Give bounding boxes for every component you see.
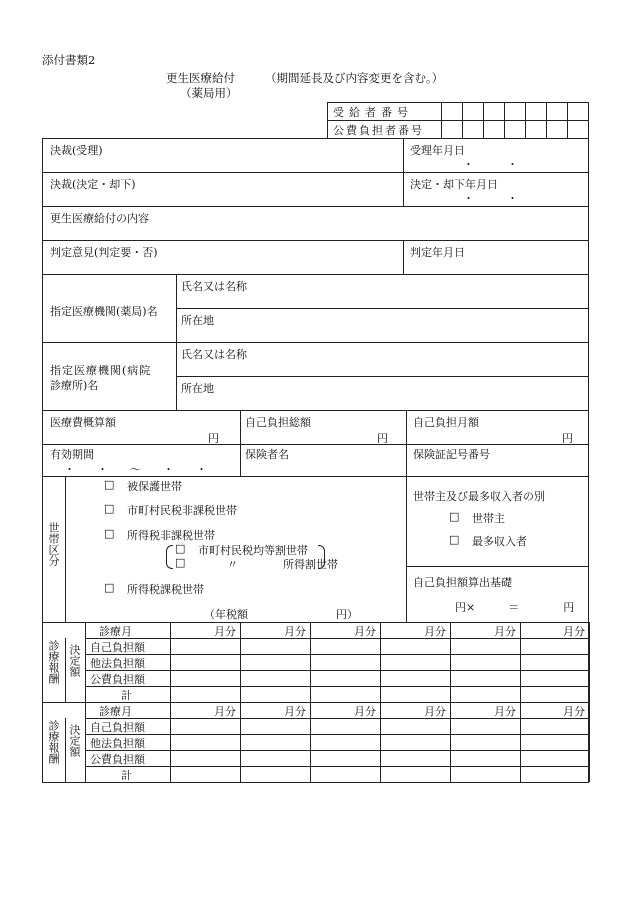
self-monthly-label: 自己負担月額 — [413, 416, 479, 429]
opinion-date-label: 判定年月日 — [410, 246, 465, 259]
billing-month-cell: 月分 — [494, 625, 516, 638]
billing-month-cell: 月分 — [563, 625, 585, 638]
income-taxed-label: 所得税課税世帯 — [127, 583, 204, 596]
form-subtitle: （薬局用） — [180, 86, 238, 100]
billing-line — [65, 638, 66, 702]
billing-row-label: 公費負担額 — [90, 673, 145, 686]
billing-row-label: 他法負担額 — [90, 657, 145, 670]
final-date-dots: ・ ・ — [463, 192, 518, 205]
form-title: 更生医療給付 — [166, 71, 235, 85]
pharmacy-address-label: 所在地 — [181, 314, 214, 327]
cost-estimate-label: 医療費概算額 — [50, 416, 116, 429]
billing-line — [85, 654, 589, 655]
billing-line — [170, 702, 171, 782]
sub2-label: 所得割世帯 — [283, 558, 338, 571]
final-date-label: 決定・却下年月日 — [410, 178, 498, 191]
form-title-note: （期間延長及び内容変更を含む。） — [265, 71, 444, 85]
billing-row-label: 自己負担額 — [90, 641, 145, 654]
cost-estimate-yen: 円 — [208, 432, 219, 445]
hospital-label-line2: 診療所)名 — [50, 379, 99, 392]
billing-row-label: 自己負担額 — [90, 721, 145, 734]
checkbox-income-taxed[interactable]: □ — [104, 581, 115, 594]
billing-line — [85, 670, 589, 671]
receipt-date-label: 受理年月日 — [410, 144, 465, 157]
billing-month-cell: 月分 — [284, 625, 306, 638]
basis-formula: 円× ＝ 円 — [455, 601, 575, 614]
billing-line — [450, 622, 451, 702]
billing-line — [85, 734, 589, 735]
pharmacy-label: 指定医療機関(薬局)名 — [50, 305, 158, 318]
billing-month-cell: 月分 — [563, 705, 585, 718]
billing-decided-label-1: 決定額 — [68, 644, 81, 677]
decision-receipt-label: 決裁(受理) — [50, 144, 103, 157]
head-of-household-label: 世帯主及び最多収入者の別 — [413, 490, 545, 503]
billing-month-cell: 月分 — [354, 705, 376, 718]
recipient-number-label: 受給者番号 — [333, 106, 413, 119]
content-label: 更生医療給付の内容 — [50, 212, 149, 225]
validity-period-dots: ・ ・ 〜 ・ ・ — [64, 463, 207, 476]
checkbox-sub2[interactable]: □ — [175, 556, 186, 569]
billing-month-cell: 月分 — [214, 705, 236, 718]
hospital-address-label: 所在地 — [181, 382, 214, 395]
billing-month-cell: 月分 — [284, 705, 306, 718]
validity-period-label: 有効期間 — [50, 448, 94, 461]
receipt-date-dots: ・ ・ — [463, 158, 518, 171]
billing-line — [520, 702, 521, 782]
billing-line — [450, 702, 451, 782]
checkbox-max-income[interactable]: □ — [449, 533, 460, 546]
max-income-label: 最多収入者 — [472, 535, 527, 548]
insurance-card-label: 保険証記号番号 — [413, 448, 490, 461]
annual-tax-label: （年税額 円） — [204, 608, 358, 621]
billing-month-cell: 月分 — [424, 625, 446, 638]
billing-month-cell: 月分 — [354, 625, 376, 638]
income-exempt-label: 所得税非課税世帯 — [127, 529, 215, 542]
attachment-label: 添付書類2 — [42, 53, 96, 67]
billing-line — [380, 622, 381, 702]
checkbox-welfare[interactable]: □ — [104, 478, 115, 491]
billing-line — [380, 702, 381, 782]
self-total-label: 自己負担総額 — [245, 416, 311, 429]
welfare-household-label: 被保護世帯 — [127, 480, 182, 493]
billing-line — [85, 766, 589, 767]
checkbox-sub1[interactable]: □ — [175, 542, 186, 555]
billing-decided-label-2: 決定額 — [68, 724, 81, 757]
billing-row-label: 他法負担額 — [90, 737, 145, 750]
billing-line — [310, 702, 311, 782]
billing-month-cell: 月分 — [424, 705, 446, 718]
pharmacy-name-label: 氏名又は名称 — [181, 280, 247, 293]
billing-line — [42, 702, 43, 782]
billing-line — [85, 702, 86, 782]
self-monthly-yen: 円 — [562, 432, 573, 445]
self-total-yen: 円 — [377, 432, 388, 445]
sub1-label: 市町村民税均等割世帯 — [198, 544, 308, 557]
checkbox-income-exempt[interactable]: □ — [104, 527, 115, 540]
billing-month-cell: 月分 — [214, 625, 236, 638]
opinion-label: 判定意見(判定要・否) — [50, 246, 158, 259]
basis-label: 自己負担額算出基礎 — [413, 576, 512, 589]
household-label: 世帯区分 — [47, 522, 60, 566]
billing-row-label: 計 — [121, 689, 132, 702]
sub2-ditto-mark: 〃 — [227, 558, 238, 571]
checkbox-head[interactable]: □ — [449, 510, 460, 523]
billing-line — [589, 702, 590, 782]
payer-number-label: 公費負担者番号 — [333, 124, 424, 137]
insurer-label: 保険者名 — [245, 448, 289, 461]
head-label: 世帯主 — [472, 512, 505, 525]
billing-month-header: 診療月 — [99, 625, 132, 638]
billing-row-label: 公費負担額 — [90, 753, 145, 766]
left-bracket — [166, 545, 173, 569]
billing-month-cell: 月分 — [494, 705, 516, 718]
billing-line — [85, 686, 589, 687]
billing-line — [170, 622, 171, 702]
billing-section-label-1: 診療報酬 — [47, 640, 60, 684]
billing-line — [520, 622, 521, 702]
billing-line — [85, 750, 589, 751]
billing-line — [310, 622, 311, 702]
billing-line — [240, 622, 241, 702]
checkbox-municipal-exempt[interactable]: □ — [104, 502, 115, 515]
billing-line — [589, 622, 590, 702]
billing-line — [42, 622, 43, 702]
billing-month-header: 診療月 — [99, 705, 132, 718]
municipal-exempt-label: 市町村民税非課税世帯 — [127, 504, 237, 517]
billing-section-label-2: 診療報酬 — [47, 720, 60, 764]
hospital-name-label: 氏名又は名称 — [181, 348, 247, 361]
billing-line — [240, 702, 241, 782]
billing-line — [85, 622, 86, 702]
billing-line — [65, 718, 66, 782]
hospital-label-line1: 指定医療機関(病院 — [50, 364, 152, 377]
billing-row-label: 計 — [121, 769, 132, 782]
decision-final-label: 決裁(決定・却下) — [50, 178, 136, 191]
